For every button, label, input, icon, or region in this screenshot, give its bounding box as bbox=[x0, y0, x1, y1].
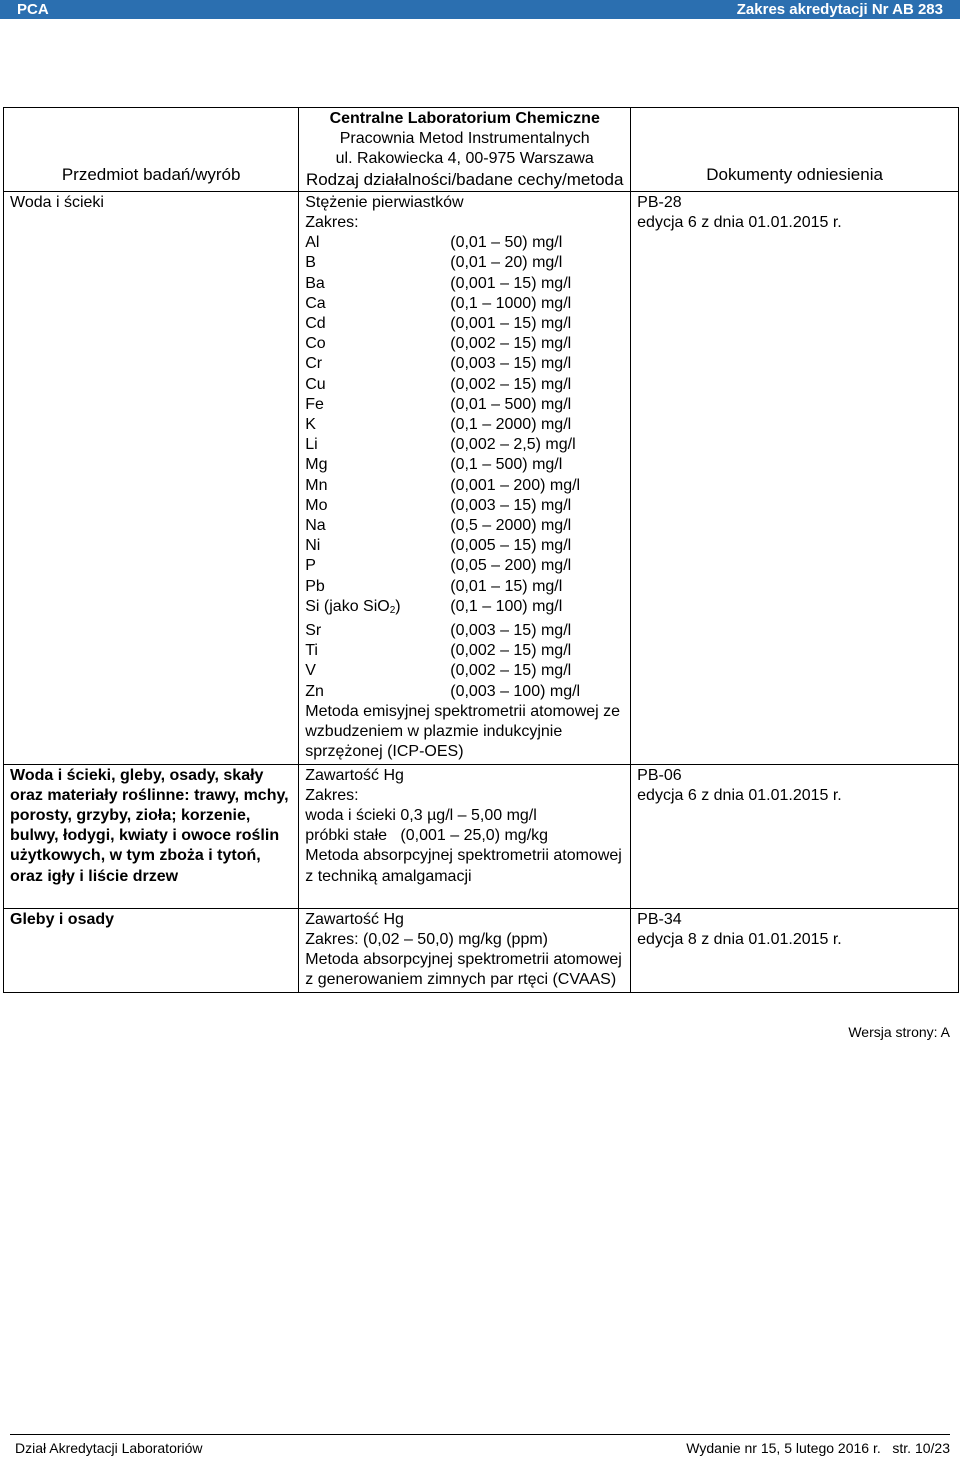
element-row bbox=[305, 455, 624, 475]
element-range: (0,01 – 20) mg/l bbox=[450, 254, 563, 272]
element-range: (0,001 – 15) mg/l bbox=[450, 274, 572, 292]
element-row bbox=[305, 597, 624, 621]
element-symbol: Cr bbox=[305, 355, 323, 373]
element-symbol: Al bbox=[305, 234, 320, 252]
table-row bbox=[4, 764, 959, 908]
element-symbol: Li bbox=[305, 436, 318, 454]
range-label: Zakres: bbox=[305, 214, 359, 232]
element-row bbox=[305, 334, 624, 354]
element-row bbox=[305, 577, 624, 597]
footer-divider bbox=[10, 1434, 950, 1435]
page-version: Wersja strony: A bbox=[848, 1024, 950, 1040]
element-row bbox=[305, 314, 624, 334]
element-row bbox=[305, 536, 624, 556]
element-range: (0,5 – 2000) mg/l bbox=[450, 517, 572, 535]
header-org: PCA bbox=[17, 1, 49, 18]
element-range: (0,1 – 2000) mg/l bbox=[450, 416, 572, 434]
doc-code: PB-28 bbox=[637, 193, 682, 211]
row-activity bbox=[299, 764, 631, 908]
element-row bbox=[305, 415, 624, 435]
header-doc-title: Zakres akredytacji Nr AB 283 bbox=[736, 1, 943, 18]
row-docs bbox=[631, 191, 959, 764]
row-title: Zawartość Hg bbox=[305, 910, 404, 928]
element-row bbox=[305, 556, 624, 576]
element-symbol: Co bbox=[305, 335, 326, 353]
range-solid: próbki stałe (0,001 – 25,0) mg/kg bbox=[305, 827, 549, 845]
element-symbol: Fe bbox=[305, 395, 324, 413]
table-row bbox=[4, 191, 959, 764]
element-range: (0,01 – 50) mg/l bbox=[450, 234, 563, 252]
element-symbol: Ca bbox=[305, 294, 326, 312]
element-range: (0,01 – 15) mg/l bbox=[450, 577, 563, 595]
col-header-activity bbox=[299, 108, 631, 192]
element-symbol: Zn bbox=[305, 682, 324, 700]
element-range: (0,002 – 15) mg/l bbox=[450, 642, 572, 660]
row-docs bbox=[631, 764, 959, 908]
lab-unit: Pracownia Metod Instrumentalnych bbox=[339, 130, 590, 148]
element-symbol: Cd bbox=[305, 315, 326, 333]
element-range: (0,003 – 100) mg/l bbox=[450, 682, 581, 700]
row-title: Zawartość Hg bbox=[305, 766, 404, 784]
method-text: Metoda absorpcyjnej spektrometrii atomowej z techniką amalgamacji bbox=[305, 847, 622, 885]
element-range: (0,1 – 500) mg/l bbox=[450, 456, 563, 474]
element-symbol: Ti bbox=[305, 642, 318, 660]
row-subject: Woda i ścieki bbox=[4, 191, 299, 764]
element-range: (0,002 – 15) mg/l bbox=[450, 662, 572, 680]
element-list bbox=[305, 233, 624, 702]
activity-header-label: Rodzaj działalności/badane cechy/metoda bbox=[305, 169, 624, 189]
element-symbol: Mn bbox=[305, 476, 328, 494]
element-row bbox=[305, 661, 624, 681]
row-activity bbox=[299, 908, 631, 992]
footer-edition: Wydanie nr 15, 5 lutego 2016 r. str. 10/23 bbox=[686, 1440, 950, 1456]
element-row bbox=[305, 354, 624, 374]
row-subject: Gleby i osady bbox=[4, 908, 299, 992]
element-row bbox=[305, 476, 624, 496]
range-water: woda i ścieki 0,3 µg/l – 5,00 mg/l bbox=[305, 806, 537, 824]
element-row bbox=[305, 621, 624, 641]
element-row bbox=[305, 682, 624, 702]
col-header-docs: Dokumenty odniesienia bbox=[631, 108, 959, 192]
lab-name: Centralne Laboratorium Chemiczne bbox=[329, 110, 600, 127]
element-range: (0,01 – 500) mg/l bbox=[450, 395, 572, 413]
element-range: (0,001 – 15) mg/l bbox=[450, 315, 572, 333]
table-row bbox=[4, 908, 959, 992]
doc-edition: edycja 6 z dnia 01.01.2015 r. bbox=[637, 786, 842, 804]
element-symbol: Cu bbox=[305, 375, 326, 393]
accreditation-table bbox=[3, 107, 959, 993]
element-row bbox=[305, 435, 624, 455]
element-range: (0,003 – 15) mg/l bbox=[450, 496, 572, 514]
element-symbol: Ba bbox=[305, 274, 325, 292]
element-range: (0,002 – 2,5) mg/l bbox=[450, 436, 576, 454]
doc-edition: edycja 6 z dnia 01.01.2015 r. bbox=[637, 214, 842, 232]
table-header-row bbox=[4, 108, 959, 192]
method-text: Metoda absorpcyjnej spektrometrii atomowej z generowaniem zimnych par rtęci (CVAAS) bbox=[305, 951, 622, 989]
element-symbol: Ni bbox=[305, 537, 321, 555]
element-row bbox=[305, 253, 624, 273]
range-label: Zakres: bbox=[305, 786, 359, 804]
element-row bbox=[305, 496, 624, 516]
element-row bbox=[305, 294, 624, 314]
doc-edition: edycja 8 z dnia 01.01.2015 r. bbox=[637, 930, 842, 948]
element-symbol: Na bbox=[305, 517, 326, 535]
range-text: Zakres: (0,02 – 50,0) mg/kg (ppm) bbox=[305, 930, 549, 948]
element-symbol: K bbox=[305, 416, 316, 434]
element-range: (0,005 – 15) mg/l bbox=[450, 537, 572, 555]
element-range: (0,05 – 200) mg/l bbox=[450, 557, 572, 575]
element-symbol: P bbox=[305, 557, 316, 575]
element-range: (0,1 – 1000) mg/l bbox=[450, 294, 572, 312]
element-row bbox=[305, 375, 624, 395]
element-row bbox=[305, 233, 624, 253]
footer-dept: Dział Akredytacji Laboratoriów bbox=[15, 1440, 203, 1456]
element-range: (0,001 – 200) mg/l bbox=[450, 476, 581, 494]
element-symbol: Mo bbox=[305, 496, 328, 514]
doc-code: PB-06 bbox=[637, 766, 682, 784]
doc-code: PB-34 bbox=[637, 910, 682, 928]
element-range: (0,002 – 15) mg/l bbox=[450, 375, 572, 393]
method-text: Metoda emisyjnej spektrometrii atomowej ze wzbudzeniem w plazmie indukcyjnie sprzężonej (ICP-OES) bbox=[305, 702, 621, 761]
element-row bbox=[305, 274, 624, 294]
element-range: (0,1 – 100) mg/l bbox=[450, 597, 563, 615]
element-range: (0,002 – 15) mg/l bbox=[450, 335, 572, 353]
lab-address: ul. Rakowiecka 4, 00-975 Warszawa bbox=[335, 150, 594, 168]
element-symbol: Sr bbox=[305, 622, 322, 640]
element-range: (0,003 – 15) mg/l bbox=[450, 355, 572, 373]
row-activity bbox=[299, 191, 631, 764]
element-row bbox=[305, 641, 624, 661]
element-symbol: Mg bbox=[305, 456, 328, 474]
row-title: Stężenie pierwiastków bbox=[305, 193, 464, 211]
element-row bbox=[305, 516, 624, 536]
element-row bbox=[305, 395, 624, 415]
col-header-subject: Przedmiot badań/wyrób bbox=[4, 108, 299, 192]
element-symbol: V bbox=[305, 662, 316, 680]
element-symbol: Si (jako SiO$_2$) bbox=[305, 597, 401, 616]
element-symbol: B bbox=[305, 254, 316, 272]
element-symbol: Pb bbox=[305, 577, 325, 595]
element-range: (0,003 – 15) mg/l bbox=[450, 622, 572, 640]
row-docs bbox=[631, 908, 959, 992]
page-header-bar bbox=[0, 0, 960, 19]
row-subject: Woda i ścieki, gleby, osady, skały oraz materiały roślinne: trawy, mchy, porosty, grzyby, zioła; korzenie, bulwy, łodygi, kwiaty i owoce roślin użytkowych, w tym zboża i tytoń, oraz igły i liście drzew bbox=[4, 764, 299, 908]
